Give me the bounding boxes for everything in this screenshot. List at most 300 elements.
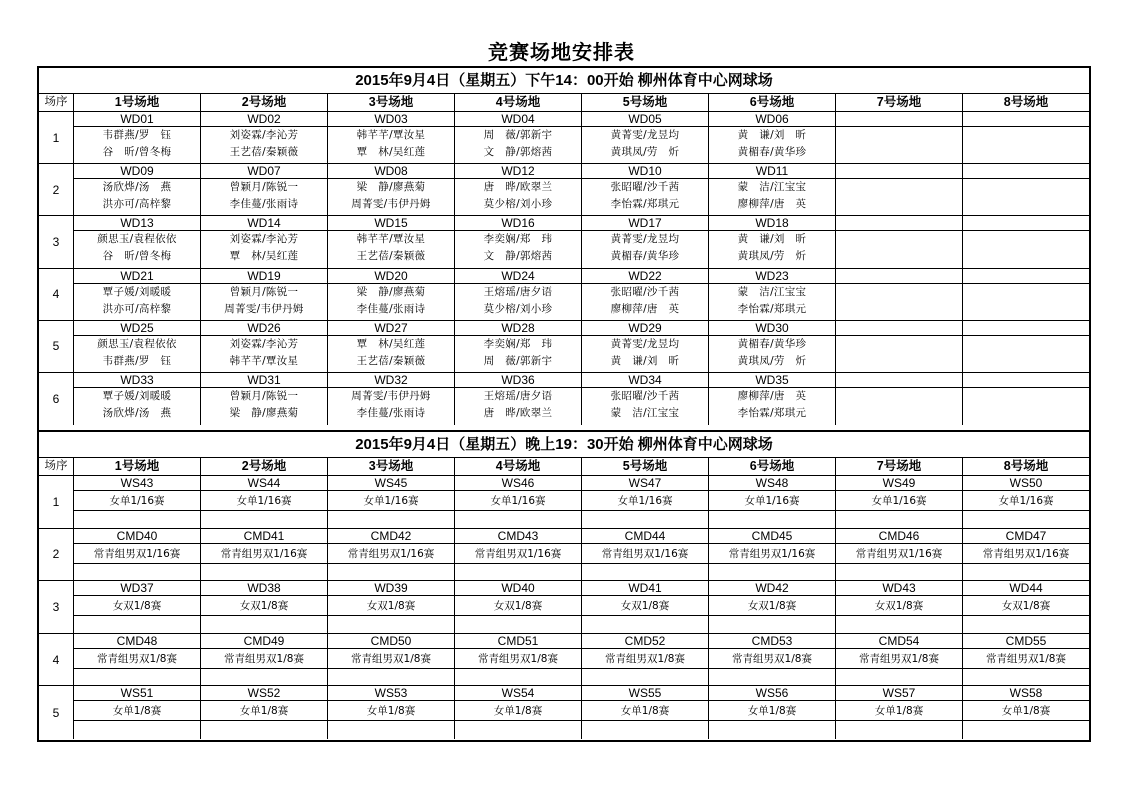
match-code — [963, 216, 1089, 231]
match-code: WD10 — [582, 164, 708, 179]
court-header: 8号场地 — [1003, 459, 1049, 473]
match-code: WD04 — [455, 112, 581, 127]
match-code: WD41 — [582, 581, 708, 596]
row-index: 2 — [39, 529, 74, 581]
player-pair: 李佳蔓/张雨诗 — [356, 407, 426, 419]
match-code: CMD47 — [963, 529, 1089, 544]
match-cell — [836, 112, 963, 163]
court-header: 6号场地 — [709, 458, 836, 475]
player-pair: 黄 谦/刘 昕 — [737, 233, 807, 246]
match-code: WD13 — [74, 216, 200, 231]
player-pair: 李奕娴/郑 玮 — [483, 337, 553, 350]
match-cell — [201, 269, 328, 320]
match-cell — [582, 476, 709, 528]
match-cell — [836, 373, 963, 425]
event-name: 女双1/8赛 — [836, 596, 962, 616]
event-name: 女单1/8赛 — [74, 701, 200, 721]
match-code: CMD44 — [582, 529, 708, 544]
match-cell — [74, 476, 201, 528]
player-pair: 周菁雯/韦伊丹姆 — [351, 198, 431, 211]
match-cell — [963, 686, 1089, 739]
match-cell — [455, 112, 582, 163]
player-pair: 黄菁雯/龙昱均 — [610, 129, 680, 141]
match-code: WD17 — [582, 216, 708, 231]
player-pair: 黄琪凤/劳 炘 — [737, 354, 807, 367]
match-cell — [709, 164, 836, 215]
match-code — [836, 269, 962, 284]
match-cell — [455, 634, 582, 686]
match-cell — [328, 686, 455, 739]
match-cell — [201, 321, 328, 372]
event-name: 常青组男双1/8赛 — [963, 649, 1089, 669]
match-code: CMD54 — [836, 634, 962, 649]
match-cell — [963, 216, 1089, 267]
event-name: 常青组男双1/16赛 — [455, 544, 581, 564]
player-pair — [963, 336, 1089, 353]
match-code: CMD48 — [74, 634, 200, 649]
player-pair — [963, 196, 1089, 213]
player-pair: 覃 林/吴红莲 — [356, 146, 426, 158]
player-pair: 刘姿霖/李沁芳 — [229, 337, 299, 350]
match-code: WD38 — [201, 581, 327, 596]
court-header: 1号场地 — [74, 94, 201, 111]
player-pair: 韦群燕/罗 钰 — [102, 354, 172, 367]
match-code — [836, 112, 962, 127]
section-afternoon — [39, 68, 1089, 432]
match-cell — [201, 476, 328, 528]
event-name: 女双1/8赛 — [963, 596, 1089, 616]
player-pair: 黄楣春/黄华珍 — [737, 337, 807, 350]
court-header: 8号场地 — [1003, 95, 1049, 109]
match-code: WD01 — [74, 112, 200, 127]
player-pair: 韩芊芊/覃汝星 — [356, 233, 426, 246]
match-code: WS46 — [455, 476, 581, 491]
match-code: WD08 — [328, 164, 454, 179]
player-pair: 黄琪凤/劳 炘 — [610, 146, 680, 158]
player-pair — [836, 196, 962, 213]
court-header: 3号场地 — [328, 94, 455, 111]
event-name: 女单1/8赛 — [963, 701, 1089, 721]
player-pair: 黄楣春/黄华珍 — [737, 146, 807, 158]
match-code: CMD52 — [582, 634, 708, 649]
player-pair: 李奕娴/郑 玮 — [483, 233, 553, 246]
match-code: WS56 — [709, 686, 835, 701]
match-row — [39, 529, 1089, 582]
match-cell — [582, 634, 709, 686]
player-pair: 覃 林/吴红莲 — [356, 337, 426, 350]
player-pair: 文 静/郭熔茜 — [483, 146, 553, 158]
row-index: 4 — [39, 634, 74, 686]
event-name: 女双1/8赛 — [328, 596, 454, 616]
player-pair: 廖柳萍/唐 英 — [610, 302, 680, 315]
match-code: WD09 — [74, 164, 200, 179]
match-cell — [836, 164, 963, 215]
match-cell — [582, 269, 709, 320]
match-cell — [201, 581, 328, 633]
player-pair: 覃子媛/刘暖暖 — [102, 390, 172, 402]
match-cell — [582, 164, 709, 215]
event-name: 女单1/16赛 — [963, 491, 1089, 511]
match-code: WD02 — [201, 112, 327, 127]
court-header: 5号场地 — [582, 458, 709, 475]
event-name: 女单1/16赛 — [328, 491, 454, 511]
court-header: 7号场地 — [836, 458, 963, 475]
match-code: WS57 — [836, 686, 962, 701]
match-code: WD06 — [709, 112, 835, 127]
player-pair — [963, 301, 1089, 318]
match-cell — [963, 529, 1089, 581]
match-cell — [582, 373, 709, 425]
player-pair: 颜思玉/袁程依依 — [97, 233, 177, 246]
player-pair — [836, 388, 962, 405]
match-code: WD37 — [74, 581, 200, 596]
match-cell — [201, 164, 328, 215]
match-code: WD26 — [201, 321, 327, 336]
player-pair: 莫少榕/刘小珍 — [483, 302, 553, 315]
match-code: CMD42 — [328, 529, 454, 544]
match-cell — [74, 373, 201, 425]
player-pair: 梁 静/廖燕菊 — [356, 181, 426, 194]
player-pair: 韦群燕/罗 钰 — [102, 129, 172, 141]
event-name: 常青组男双1/8赛 — [328, 649, 454, 669]
match-code: WD27 — [328, 321, 454, 336]
match-cell — [582, 321, 709, 372]
player-pair — [963, 388, 1089, 405]
match-code: WS47 — [582, 476, 708, 491]
match-cell — [201, 112, 328, 163]
match-code: WD36 — [455, 373, 581, 388]
player-pair: 李怡霖/郑琪元 — [737, 302, 807, 315]
match-code: WS58 — [963, 686, 1089, 701]
match-cell — [455, 373, 582, 425]
match-code: WD03 — [328, 112, 454, 127]
match-code: WS51 — [74, 686, 200, 701]
match-cell — [201, 529, 328, 581]
match-code: WD35 — [709, 373, 835, 388]
match-code: WS44 — [201, 476, 327, 491]
match-cell — [963, 321, 1089, 372]
match-code: WD31 — [201, 373, 327, 388]
match-cell — [74, 581, 201, 633]
player-pair: 覃子媛/刘暖暖 — [102, 285, 172, 298]
match-cell — [328, 476, 455, 528]
player-pair: 蒙 洁/江宝宝 — [737, 285, 807, 298]
player-pair: 谷 昕/曾冬梅 — [102, 250, 172, 263]
player-pair: 洪亦可/高梓黎 — [102, 198, 172, 211]
player-pair: 唐 晔/欧翠兰 — [483, 407, 553, 419]
player-pair — [963, 127, 1089, 144]
page-title: 竞赛场地安排表 — [488, 40, 635, 64]
match-code: CMD46 — [836, 529, 962, 544]
player-pair — [963, 179, 1089, 196]
match-cell — [455, 476, 582, 528]
player-pair — [836, 336, 962, 353]
match-code: WD20 — [328, 269, 454, 284]
match-row — [39, 269, 1089, 321]
match-cell — [836, 216, 963, 267]
match-cell — [74, 269, 201, 320]
match-code: WD40 — [455, 581, 581, 596]
match-cell — [709, 373, 836, 425]
match-code — [963, 164, 1089, 179]
match-cell — [963, 581, 1089, 633]
match-row — [39, 164, 1089, 216]
event-name: 女双1/8赛 — [582, 596, 708, 616]
schedule-table — [37, 66, 1091, 742]
player-pair: 王熔瑶/唐夕语 — [483, 390, 553, 402]
match-code: WD33 — [74, 373, 200, 388]
match-cell — [709, 216, 836, 267]
match-code — [836, 216, 962, 231]
match-code: WD25 — [74, 321, 200, 336]
event-name: 女单1/16赛 — [582, 491, 708, 511]
player-pair: 周菁雯/韦伊丹姆 — [351, 390, 431, 402]
match-code: CMD41 — [201, 529, 327, 544]
match-code: WD05 — [582, 112, 708, 127]
match-cell — [709, 269, 836, 320]
match-cell — [328, 321, 455, 372]
row-index: 2 — [39, 164, 74, 215]
event-name: 常青组男双1/16赛 — [709, 544, 835, 564]
match-code: WD15 — [328, 216, 454, 231]
player-pair: 李佳蔓/张雨诗 — [356, 302, 426, 315]
player-pair: 韩芊芊/覃汝星 — [356, 129, 426, 141]
match-code: WS43 — [74, 476, 200, 491]
match-row — [39, 476, 1089, 529]
match-cell — [328, 529, 455, 581]
player-pair: 文 静/郭熔茜 — [483, 250, 553, 263]
match-cell — [74, 112, 201, 163]
player-pair: 李怡霖/郑琪元 — [610, 198, 680, 211]
match-code: WD23 — [709, 269, 835, 284]
row-index: 6 — [39, 373, 74, 425]
player-pair: 黄楣春/黄华珍 — [610, 250, 680, 263]
player-pair — [963, 231, 1089, 248]
player-pair — [963, 144, 1089, 161]
event-name: 女单1/16赛 — [709, 491, 835, 511]
index-header: 场序 — [39, 458, 74, 475]
event-name: 女双1/8赛 — [201, 596, 327, 616]
match-code — [963, 321, 1089, 336]
event-name: 女单1/8赛 — [836, 701, 962, 721]
event-name: 常青组男双1/16赛 — [836, 544, 962, 564]
player-pair: 王艺蓓/秦颖薇 — [356, 250, 426, 263]
event-name: 女双1/8赛 — [709, 596, 835, 616]
player-pair: 刘姿霖/李沁芳 — [229, 129, 299, 141]
player-pair: 黄菁雯/龙昱均 — [610, 337, 680, 350]
match-code: CMD45 — [709, 529, 835, 544]
event-name: 常青组男双1/8赛 — [74, 649, 200, 669]
player-pair — [836, 284, 962, 301]
match-cell — [201, 634, 328, 686]
match-cell — [709, 581, 836, 633]
event-name: 女单1/8赛 — [455, 701, 581, 721]
match-code: WD16 — [455, 216, 581, 231]
match-cell — [582, 112, 709, 163]
event-name: 女单1/8赛 — [582, 701, 708, 721]
player-pair: 汤欣烨/汤 燕 — [102, 407, 172, 419]
player-pair — [836, 248, 962, 265]
match-cell — [328, 269, 455, 320]
event-name: 女单1/8赛 — [201, 701, 327, 721]
player-pair: 蒙 洁/江宝宝 — [610, 407, 680, 419]
player-pair: 黄 谦/刘 昕 — [737, 129, 807, 141]
player-pair: 廖柳萍/唐 英 — [737, 390, 807, 402]
match-cell — [74, 686, 201, 739]
row-index: 1 — [39, 112, 74, 163]
match-code: WS45 — [328, 476, 454, 491]
player-pair: 刘姿霖/李沁芳 — [229, 233, 299, 246]
player-pair: 张昭曜/沙千茜 — [610, 285, 680, 298]
match-row — [39, 216, 1089, 268]
match-code: CMD40 — [74, 529, 200, 544]
player-pair — [836, 127, 962, 144]
event-name: 常青组男双1/16赛 — [963, 544, 1089, 564]
row-index: 3 — [39, 216, 74, 267]
match-row — [39, 634, 1089, 687]
event-name: 常青组男双1/8赛 — [582, 649, 708, 669]
match-cell — [582, 581, 709, 633]
event-name: 女双1/8赛 — [455, 596, 581, 616]
match-cell — [201, 686, 328, 739]
court-header: 2号场地 — [201, 458, 328, 475]
player-pair: 张昭曜/沙千茜 — [610, 181, 680, 194]
event-name: 女单1/8赛 — [709, 701, 835, 721]
match-code — [963, 373, 1089, 388]
match-cell — [455, 529, 582, 581]
row-index: 1 — [39, 476, 74, 528]
match-code — [836, 164, 962, 179]
match-cell — [455, 581, 582, 633]
event-name: 常青组男双1/8赛 — [455, 649, 581, 669]
match-code — [836, 373, 962, 388]
player-pair — [836, 231, 962, 248]
match-cell — [836, 476, 963, 528]
match-cell — [74, 321, 201, 372]
player-pair: 张昭曜/沙千茜 — [610, 390, 680, 402]
match-cell — [836, 321, 963, 372]
player-pair: 周菁雯/韦伊丹姆 — [224, 302, 304, 315]
event-name: 常青组男双1/8赛 — [201, 649, 327, 669]
player-pair: 黄 谦/刘 昕 — [610, 354, 680, 367]
match-code: CMD51 — [455, 634, 581, 649]
match-code: WD43 — [836, 581, 962, 596]
player-pair — [836, 301, 962, 318]
event-name: 女单1/8赛 — [328, 701, 454, 721]
court-header: 6号场地 — [709, 94, 836, 111]
match-cell — [836, 686, 963, 739]
row-index: 4 — [39, 269, 74, 320]
match-cell — [836, 581, 963, 633]
match-row — [39, 686, 1089, 739]
match-code: WD11 — [709, 164, 835, 179]
player-pair: 曾颖月/陈锐一 — [229, 181, 299, 194]
player-pair — [963, 284, 1089, 301]
match-code — [836, 321, 962, 336]
player-pair: 王艺蓓/秦颖薇 — [229, 146, 299, 158]
event-name: 女单1/16赛 — [836, 491, 962, 511]
match-cell — [328, 373, 455, 425]
match-cell — [328, 164, 455, 215]
match-code — [963, 112, 1089, 127]
match-cell — [963, 164, 1089, 215]
player-pair: 周 薇/郭新宇 — [483, 129, 553, 141]
match-code: CMD49 — [201, 634, 327, 649]
match-code: WD29 — [582, 321, 708, 336]
match-cell — [582, 686, 709, 739]
match-row — [39, 321, 1089, 373]
match-code: WD34 — [582, 373, 708, 388]
match-cell — [328, 216, 455, 267]
column-header-row — [39, 94, 1089, 112]
player-pair — [836, 405, 962, 422]
event-name: 女单1/16赛 — [455, 491, 581, 511]
match-code: WD07 — [201, 164, 327, 179]
match-cell — [836, 634, 963, 686]
match-code: WD42 — [709, 581, 835, 596]
match-code: WD14 — [201, 216, 327, 231]
match-row — [39, 112, 1089, 164]
match-cell — [963, 269, 1089, 320]
match-cell — [836, 269, 963, 320]
match-code: WD32 — [328, 373, 454, 388]
match-cell — [455, 164, 582, 215]
match-cell — [963, 112, 1089, 163]
match-cell — [455, 321, 582, 372]
player-pair: 周 薇/郭新宇 — [483, 354, 553, 367]
player-pair: 曾颖月/陈锐一 — [229, 285, 299, 298]
player-pair: 唐 晔/欧翠兰 — [483, 181, 553, 194]
match-code: WS50 — [963, 476, 1089, 491]
player-pair — [836, 179, 962, 196]
court-header: 7号场地 — [836, 94, 963, 111]
player-pair — [836, 353, 962, 370]
event-name: 常青组男双1/16赛 — [328, 544, 454, 564]
section-heading: 2015年9月4日（星期五）晚上19：30开始 柳州体育中心网球场 — [39, 432, 1089, 458]
match-code: WS48 — [709, 476, 835, 491]
match-code: CMD55 — [963, 634, 1089, 649]
match-cell — [201, 216, 328, 267]
match-cell — [709, 321, 836, 372]
player-pair: 廖柳萍/唐 英 — [737, 198, 807, 211]
match-row — [39, 373, 1089, 425]
match-code — [963, 269, 1089, 284]
player-pair — [963, 353, 1089, 370]
match-code: WS55 — [582, 686, 708, 701]
player-pair: 梁 静/廖燕菊 — [229, 407, 299, 419]
match-code: WS52 — [201, 686, 327, 701]
match-cell — [455, 269, 582, 320]
court-header: 4号场地 — [455, 94, 582, 111]
event-name: 常青组男双1/16赛 — [201, 544, 327, 564]
match-code: WS54 — [455, 686, 581, 701]
match-cell — [709, 634, 836, 686]
player-pair: 梁 静/廖燕菊 — [356, 285, 426, 298]
player-pair: 李怡霖/郑琪元 — [737, 407, 807, 419]
player-pair: 王艺蓓/秦颖薇 — [356, 354, 426, 367]
match-code: WD28 — [455, 321, 581, 336]
match-cell — [455, 686, 582, 739]
match-cell — [74, 216, 201, 267]
event-name: 常青组男双1/16赛 — [74, 544, 200, 564]
match-cell — [709, 529, 836, 581]
match-cell — [963, 373, 1089, 425]
event-name: 女单1/16赛 — [201, 491, 327, 511]
match-cell — [328, 112, 455, 163]
event-name: 女单1/16赛 — [74, 491, 200, 511]
match-code: WD12 — [455, 164, 581, 179]
player-pair — [836, 144, 962, 161]
